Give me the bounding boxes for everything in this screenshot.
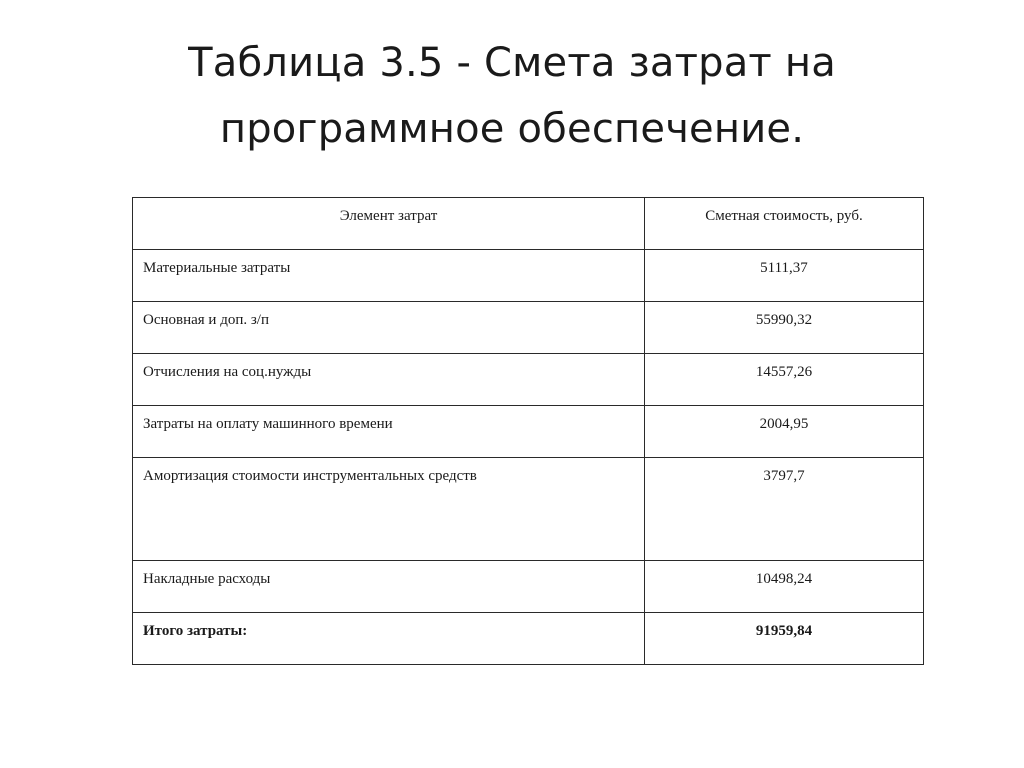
row-cost: 14557,26: [645, 354, 924, 406]
row-item: Затраты на оплату машинного времени: [133, 406, 645, 458]
table-row: [133, 406, 924, 458]
title-line-1: Таблица 3.5 - Смета затрат на: [188, 40, 836, 86]
row-item: Материальные затраты: [133, 250, 645, 302]
table-header-row: [133, 198, 924, 250]
table-row: [133, 561, 924, 613]
row-cost: 5111,37: [645, 250, 924, 302]
table-row: [133, 302, 924, 354]
table-row: [133, 458, 924, 561]
row-item: Отчисления на соц.нужды: [133, 354, 645, 406]
table-row: [133, 354, 924, 406]
header-cost-element: Элемент затрат: [133, 198, 645, 250]
row-item: Амортизация стоимости инструментальных средств: [133, 458, 645, 561]
total-label: Итого затраты:: [133, 613, 645, 665]
total-row: [133, 613, 924, 665]
title-line-2: программное обеспечение.: [219, 106, 805, 152]
page-title: [0, 30, 1024, 162]
row-cost: 10498,24: [645, 561, 924, 613]
row-item: Основная и доп. з/п: [133, 302, 645, 354]
cost-estimate-table: [132, 197, 924, 665]
total-cost: 91959,84: [645, 613, 924, 665]
row-cost: 55990,32: [645, 302, 924, 354]
row-item: Накладные расходы: [133, 561, 645, 613]
row-cost: 2004,95: [645, 406, 924, 458]
row-cost: 3797,7: [645, 458, 924, 561]
table-row: [133, 250, 924, 302]
header-estimated-cost: Сметная стоимость, руб.: [645, 198, 924, 250]
